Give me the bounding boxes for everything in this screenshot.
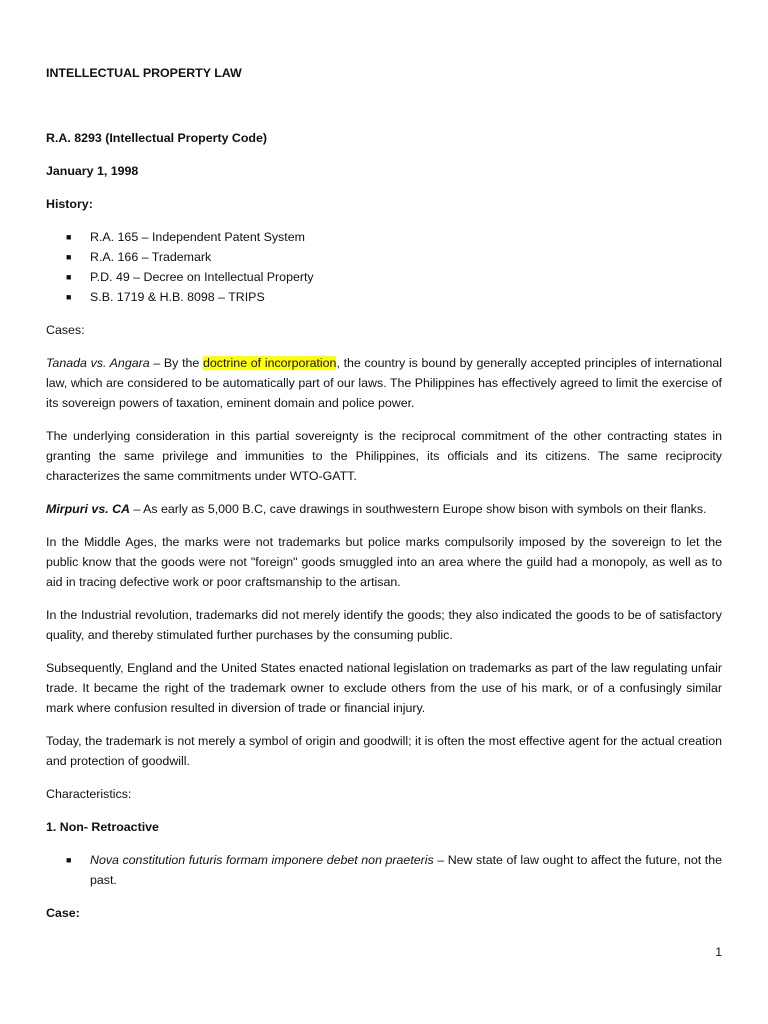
history-item-text: R.A. 166 – Trademark xyxy=(90,250,212,264)
mirpuri-paragraph xyxy=(46,499,722,519)
mirpuri-rest: – As early as 5,000 B.C, cave drawings in southwestern Europe show bison with symbols on their flanks. xyxy=(130,502,707,516)
today-paragraph: Today, the trademark is not merely a symbol of origin and goodwill; it is often the most effective agent for the actual creation and protection of goodwill. xyxy=(46,734,722,768)
tanada-intro: – By the xyxy=(149,356,203,370)
cases-heading: Cases: xyxy=(46,323,85,337)
square-bullet-icon: ■ xyxy=(66,855,72,865)
list-item xyxy=(46,287,722,307)
industrial-paragraph: In the Industrial revolution, trademarks did not merely identify the goods; they also indicated the goods to be of satisfactory quality, and thereby stimulated further purchases by the consuming public. xyxy=(46,608,722,642)
history-item-text: R.A. 165 – Independent Patent System xyxy=(90,230,305,244)
square-bullet-icon: ■ xyxy=(66,272,72,282)
middle-ages-paragraph: In the Middle Ages, the marks were not trademarks but police marks compulsorily imposed by the sovereign to let the public know that the goods were not "foreign" goods smuggled into an area where the guild had a monopoly, as well as to aid in tracing defective work or poor craftsmanship to the artisan. xyxy=(46,535,722,589)
maxim-meaning: – New state of law ought to affect the future, not the past. xyxy=(90,853,723,887)
square-bullet-icon: ■ xyxy=(66,232,72,242)
latin-maxim: Nova constitution futuris formam imponere debet non praeteris xyxy=(90,853,434,867)
underlying-paragraph: The underlying consideration in this partial sovereignty is the reciprocal commitment of the other contracting states in granting the same privilege and immunities to the Philippines, its officials and its citizens. The same reciprocity characterizes the same commitments under WTO-GATT. xyxy=(46,429,722,483)
list-item xyxy=(46,267,722,287)
tanada-rest: , the country is bound by generally accepted principles of international law, which are considered to be automatically part of our laws. The Philippines has effectively agreed to limit the exercise of its sovereign powers of taxation, eminent domain and police power. xyxy=(46,356,722,410)
list-item xyxy=(46,247,722,267)
square-bullet-icon: ■ xyxy=(66,252,72,262)
characteristics-heading: Characteristics: xyxy=(46,787,132,801)
effectivity-date: January 1, 1998 xyxy=(46,164,139,178)
page-number: 1 xyxy=(715,945,722,959)
code-title: R.A. 8293 (Intellectual Property Code) xyxy=(46,131,268,145)
history-item-text: S.B. 1719 & H.B. 8098 – TRIPS xyxy=(90,290,265,304)
highlighted-doctrine: doctrine of incorporation xyxy=(203,356,337,370)
non-retroactive-heading: 1. Non- Retroactive xyxy=(46,820,159,834)
subsequently-paragraph: Subsequently, England and the United States enacted national legislation on trademarks as part of the law regulating unfair trade. It became the right of the trademark owner to exclude others from the use of his mark, or of a confusingly similar mark where confusion resulted in diversion of trade or financial injury. xyxy=(46,661,722,715)
history-heading: History: xyxy=(46,197,93,211)
maxim-list xyxy=(46,850,722,890)
list-item xyxy=(46,850,722,890)
tanada-paragraph xyxy=(46,353,722,413)
history-item-text: P.D. 49 – Decree on Intellectual Property xyxy=(90,270,314,284)
case-heading: Case: xyxy=(46,906,80,920)
case-name-mirpuri: Mirpuri vs. CA xyxy=(46,502,130,516)
history-list xyxy=(46,227,722,307)
case-name-tanada: Tanada vs. Angara xyxy=(46,356,150,370)
square-bullet-icon: ■ xyxy=(66,292,72,302)
list-item xyxy=(46,227,722,247)
document-title: INTELLECTUAL PROPERTY LAW xyxy=(46,66,242,80)
